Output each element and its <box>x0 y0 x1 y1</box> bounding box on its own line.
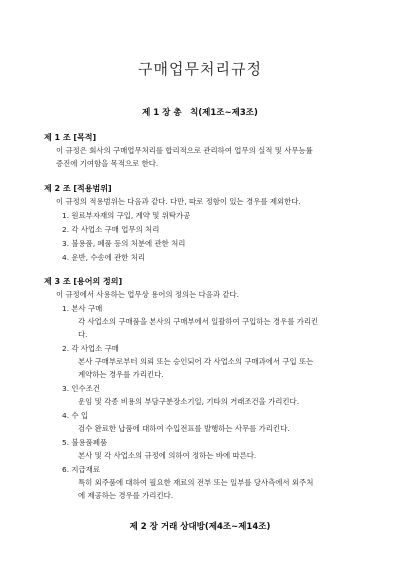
article-3-intro: 이 규정에서 사용하는 업무상 용어의 정의는 다음과 같다. <box>56 290 240 299</box>
article-1-text-line: 이 규정은 회사의 구매업무처리를 합리적으로 관리하여 업무의 실적 및 사무능률 <box>56 146 313 155</box>
article-2-intro: 이 규정의 적용범위는 다음과 같다. 다만, 따로 정함이 있는 경우를 제외한다. <box>56 197 301 206</box>
definition-text: 에 제공하는 경우를 가리킨다. <box>78 491 174 500</box>
definition-text: 다. <box>78 330 88 339</box>
article-2-item: 2. 각 사업소 구매 업무의 처리 <box>62 225 160 234</box>
definition-term: 1. 본사 구매 <box>62 304 103 313</box>
article-3-heading: 제 3 조 [용어의 정의] <box>44 277 123 286</box>
article-2-item: 4. 운반, 수송에 관한 처리 <box>62 253 146 262</box>
article-2-item: 3. 불용품, 폐품 등의 처분에 관한 처리 <box>62 239 186 248</box>
definition-term: 3. 인수조건 <box>62 384 100 393</box>
article-1-text-line: 증진에 기여함을 목적으로 한다. <box>56 159 159 168</box>
article-1-heading: 제 1 조 [목적] <box>44 133 97 142</box>
definition-text: 운임 및 각종 비용의 부담구분장소기일, 기타의 거래조건을 가리킨다. <box>78 397 300 406</box>
page-title: 구매업무처리규정 <box>138 60 262 78</box>
article-2-heading: 제 2 조 [적용범위] <box>44 184 112 193</box>
chapter-1-heading: 제 1 장 총 칙(제1조~제3조) <box>142 108 258 118</box>
definition-term: 4. 수 입 <box>62 411 89 420</box>
definition-term: 5. 불용품폐품 <box>62 438 108 447</box>
definition-text: 각 사업소의 구매품을 본사의 구매부에서 일괄하여 구입하는 경우를 가리킨 <box>78 317 319 326</box>
definition-text: 본사 및 각 사업소의 규정에 의하여 정하는 바에 따른다. <box>78 451 257 460</box>
definition-term: 6. 지급재료 <box>62 465 100 474</box>
definition-text: 검수 완료한 납품에 대하여 수입전표를 발행하는 사무를 가리킨다. <box>78 424 290 433</box>
definition-text: 계약하는 경우를 가리킨다. <box>78 370 164 379</box>
chapter-2-heading: 제 2 장 거래 상대방(제4조~제14조) <box>129 522 271 532</box>
definition-term: 2. 각 사업소 구매 <box>62 344 119 353</box>
definition-text: 본사 구매부로부터 의뢰 또는 승인되어 각 사업소의 구매과에서 구입 또는 <box>78 357 314 366</box>
article-2-item: 1. 원료부자재의 구입, 계약 및 위탁가공 <box>62 211 191 220</box>
definition-text: 특히 외주품에 대하여 필요한 재료의 전부 또는 일부를 당사측에서 외주처 <box>78 478 314 487</box>
